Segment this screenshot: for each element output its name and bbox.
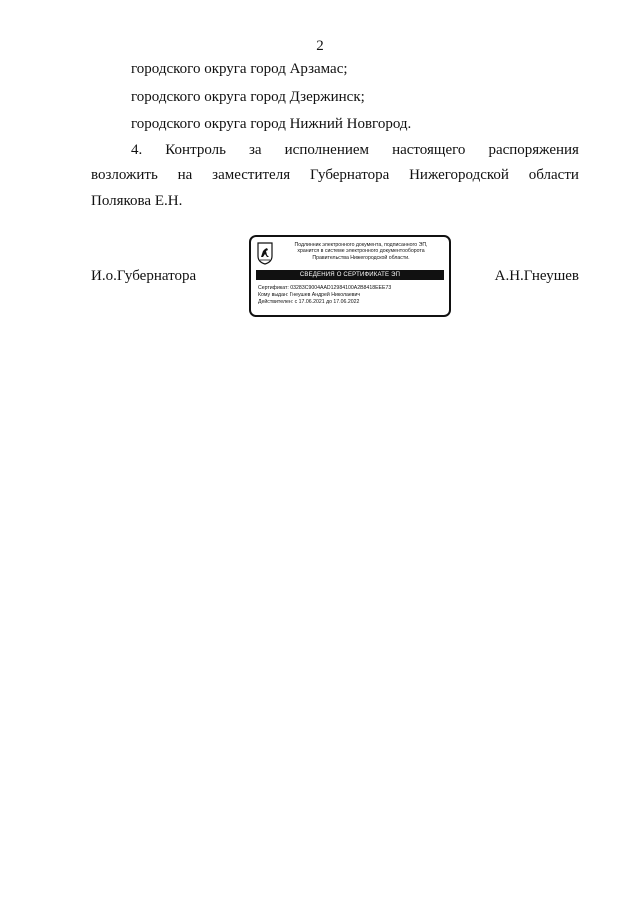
word: за [249, 142, 262, 158]
word: распоряжения [488, 142, 579, 158]
coat-of-arms-icon [257, 242, 273, 265]
paragraph-4-line-2 [91, 167, 579, 184]
word: настоящего [392, 142, 466, 158]
certificate-validity: с 17.06.2021 до 17.06.2022 [294, 299, 360, 305]
word: возложить [91, 167, 158, 183]
word: Губернатора [309, 167, 390, 183]
stamp-title-bar: СВЕДЕНИЯ О СЕРТИФИКАТЕ ЭП [256, 270, 444, 280]
list-item-arzamas: городского округа город Арзамас; [131, 61, 348, 77]
word: на [177, 167, 193, 183]
certificate-owner: Гнеушев Андрей Николаевич [289, 292, 361, 298]
stamp-details: Сертификат: 03283C9004AAD12984100A2B8418EEE73 Кому выдан: Гнеушев Андрей Николаевич Действителен: с 17.06.2021 до 17.06.2022 [258, 285, 392, 305]
signer-name: А.Н.Гнеушев [494, 268, 579, 284]
list-item-nizhny-novgorod: городского округа город Нижний Новгород. [131, 116, 412, 132]
page-number: 2 [316, 38, 324, 54]
paragraph-number: 4. [131, 142, 143, 158]
word: Контроль [165, 142, 226, 158]
paragraph-4-line-3: Полякова Е.Н. [91, 193, 183, 209]
signer-position: И.о.Губернатора [91, 268, 197, 284]
stamp-header: Подлинник электронного документа, подписанного ЭП, хранится в системе электронного документооборота Правительства Нижегородской области. [294, 242, 428, 261]
word: Нижегородской [409, 167, 509, 183]
certificate-number: 03283C9004AAD12984100A2B8418EEE73 [290, 285, 392, 291]
paragraph-4-line-1 [131, 142, 579, 159]
word: исполнением [284, 142, 370, 158]
word: заместителя [212, 167, 291, 183]
list-item-dzerzhinsk: городского округа город Дзержинск; [131, 89, 365, 105]
word: области [528, 167, 579, 183]
electronic-signature-stamp [249, 235, 451, 317]
